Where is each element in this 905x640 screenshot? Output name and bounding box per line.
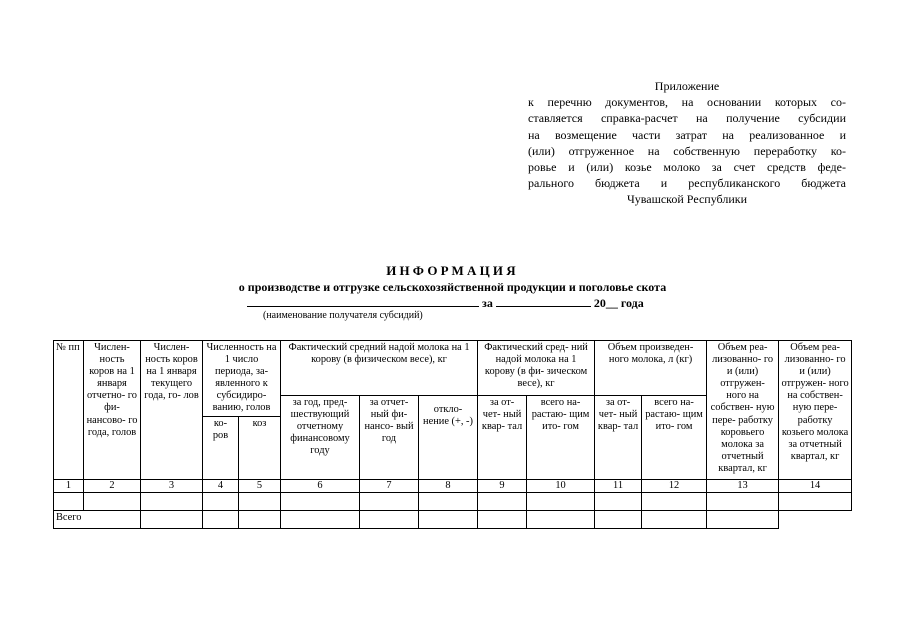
column-number: 3 bbox=[141, 479, 203, 492]
appendix-line: на возмещение части затрат на реализованное и bbox=[528, 127, 846, 142]
for-word: за bbox=[482, 296, 493, 310]
appendix-line: (или) отгруженное на собственную переработку ко- bbox=[528, 143, 846, 158]
table-cell[interactable] bbox=[419, 492, 478, 510]
column-number: 6 bbox=[281, 479, 360, 492]
col-header-1: № пп bbox=[54, 341, 84, 480]
table-cell[interactable] bbox=[203, 492, 239, 510]
table-cell[interactable] bbox=[239, 492, 281, 510]
appendix-last-line: Чувашской Республики bbox=[626, 192, 748, 207]
appendix-note bbox=[528, 78, 846, 208]
total-cell[interactable] bbox=[281, 510, 360, 528]
total-cell[interactable] bbox=[419, 510, 478, 528]
table-cell[interactable] bbox=[84, 492, 141, 510]
col-header-3: Числен- ность коров на 1 января текущего года, го- лов bbox=[141, 341, 203, 480]
column-number: 11 bbox=[595, 479, 642, 492]
period-blank[interactable] bbox=[496, 295, 591, 307]
col-header-4: ко- ров bbox=[203, 416, 239, 479]
table-cell[interactable] bbox=[478, 492, 527, 510]
appendix-line: ровье и (или) козье молоко за счет средств феде- bbox=[528, 160, 846, 175]
col-header-8: откло- нение (+, -) bbox=[419, 396, 478, 480]
total-cell[interactable] bbox=[478, 510, 527, 528]
col-header-9: за от- чет- ный квар- тал bbox=[478, 396, 527, 480]
col-header-2: Числен- ность коров на 1 января отчетно- го фи- нансово- го года, голов bbox=[84, 341, 141, 480]
appendix-line: рального бюджета и республиканского бюджета bbox=[528, 176, 846, 191]
col-header-7: за отчет- ный фи- нансо- вый год bbox=[360, 396, 419, 480]
table-cell[interactable] bbox=[281, 492, 360, 510]
table-cell[interactable] bbox=[779, 492, 852, 510]
document-subtitle: о производстве и отгрузке сельскохозяйственной продукции и поголовье скота bbox=[238, 280, 667, 294]
total-cell[interactable] bbox=[527, 510, 595, 528]
col-header-11: за от- чет- ный квар- тал bbox=[595, 396, 642, 480]
total-cell[interactable] bbox=[595, 510, 642, 528]
total-cell[interactable] bbox=[203, 510, 239, 528]
table-cell[interactable] bbox=[360, 492, 419, 510]
table-cell[interactable] bbox=[54, 492, 84, 510]
total-cell[interactable] bbox=[642, 510, 707, 528]
col-header-6-8: Фактический средний надой молока на 1 корову (в физическом весе), кг bbox=[281, 341, 478, 396]
total-cell[interactable] bbox=[141, 510, 203, 528]
info-table bbox=[53, 340, 852, 529]
total-row bbox=[54, 510, 852, 528]
year-text: 20__ года bbox=[593, 296, 644, 310]
table-cell[interactable] bbox=[595, 492, 642, 510]
column-number: 14 bbox=[779, 479, 852, 492]
column-number: 1 bbox=[54, 479, 84, 492]
appendix-line: ставляется справка-расчет на получение субсидии bbox=[528, 111, 846, 126]
header-row-1 bbox=[54, 341, 852, 396]
recipient-name-blank[interactable] bbox=[247, 295, 479, 307]
col-header-6: за год, пред- шествующий отчетному финансовому году bbox=[281, 396, 360, 480]
col-header-5: коз bbox=[239, 416, 281, 479]
col-header-14: Объем реа- лизованно- го и (или) отгружен- ного на собствен- ную пере- работку козьего молока за отчетный квартал, кг bbox=[779, 341, 852, 480]
column-numbers-row bbox=[54, 479, 852, 492]
column-number: 13 bbox=[707, 479, 779, 492]
column-number: 8 bbox=[419, 479, 478, 492]
document-title: ИНФОРМАЦИЯ bbox=[386, 263, 519, 278]
col-header-13: Объем реа- лизованно- го и (или) отгружен- ного на собствен- ную пере- работку коровьего молока за отчетный квартал, кг bbox=[707, 341, 779, 480]
total-label: Всего bbox=[54, 510, 141, 528]
col-header-10: всего на- растаю- щим ито- гом bbox=[527, 396, 595, 480]
recipient-note: (наименование получателя субсидий) bbox=[263, 310, 423, 321]
total-cell[interactable] bbox=[239, 510, 281, 528]
column-number: 5 bbox=[239, 479, 281, 492]
col-header-12: всего на- растаю- щим ито- гом bbox=[642, 396, 707, 480]
table-cell[interactable] bbox=[642, 492, 707, 510]
recipient-period-line bbox=[150, 295, 755, 310]
document-heading bbox=[150, 263, 755, 322]
table-cell[interactable] bbox=[707, 492, 779, 510]
column-number: 2 bbox=[84, 479, 141, 492]
column-number: 10 bbox=[527, 479, 595, 492]
column-number: 9 bbox=[478, 479, 527, 492]
column-number: 7 bbox=[360, 479, 419, 492]
table-row bbox=[54, 492, 852, 510]
table-cell[interactable] bbox=[527, 492, 595, 510]
col-header-11-12: Объем произведен- ного молока, л (кг) bbox=[595, 341, 707, 396]
total-cell[interactable] bbox=[707, 510, 779, 528]
column-number: 12 bbox=[642, 479, 707, 492]
appendix-title: Приложение bbox=[654, 79, 720, 93]
col-header-9-10: Фактический сред- ний надой молока на 1 корову (в фи- зическом весе), кг bbox=[478, 341, 595, 396]
table-cell[interactable] bbox=[141, 492, 203, 510]
column-number: 4 bbox=[203, 479, 239, 492]
col-header-4-5: Численность на 1 число периода, за- явленного к субсидиро- ванию, голов bbox=[203, 341, 281, 417]
appendix-line: к перечню документов, на основании которых со- bbox=[528, 95, 846, 110]
total-cell[interactable] bbox=[360, 510, 419, 528]
